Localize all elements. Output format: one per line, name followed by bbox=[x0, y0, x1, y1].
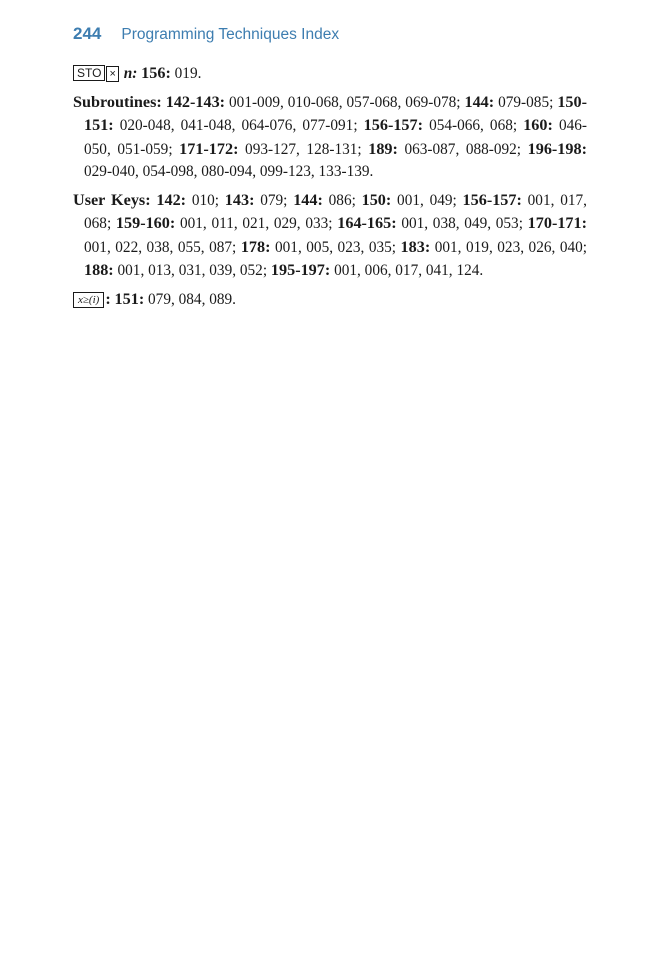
page-ref: 183: bbox=[400, 237, 431, 256]
line-refs: 079; bbox=[260, 191, 288, 209]
page-ref: 189: bbox=[368, 139, 398, 158]
page-ref: 178: bbox=[240, 237, 271, 256]
multiply-key-icon: × bbox=[106, 66, 118, 82]
line-refs: 020-048, 041-048, 064-076, 077-091; bbox=[119, 117, 358, 134]
entry-colon: : bbox=[105, 289, 111, 308]
page-title: Programming Techniques Index bbox=[121, 26, 340, 43]
page-ref: 164-165: bbox=[337, 214, 397, 232]
line-refs: 079, 084, 089. bbox=[148, 290, 236, 308]
line-refs: 001, 049; bbox=[397, 191, 457, 209]
line-refs: 001, 022, 038, 055, 087; bbox=[84, 238, 237, 256]
entry-variable: n: bbox=[123, 65, 138, 82]
line-refs: 029-040, 054-098, 080-094, 099-123, 133-139. bbox=[84, 163, 374, 180]
line-refs: 001, 006, 017, 041, 124. bbox=[334, 262, 484, 279]
page-ref: 144: bbox=[464, 92, 495, 111]
line-refs: 019. bbox=[174, 65, 202, 82]
page-ref: 151: bbox=[114, 289, 145, 308]
index-entry-sto bbox=[73, 62, 587, 86]
line-refs: 001, 038, 049, 053; bbox=[401, 215, 523, 232]
page-ref: 156-157: bbox=[462, 190, 522, 209]
page-ref: 150-151: bbox=[84, 92, 587, 134]
line-refs: 010; bbox=[191, 191, 220, 209]
page-ref: 170-171: bbox=[527, 214, 588, 232]
page-ref: 150: bbox=[361, 190, 392, 209]
entry-term: Subroutines: bbox=[73, 92, 162, 111]
line-refs: 086; bbox=[328, 191, 356, 209]
line-refs: 001-009, 010-068, 057-068, 069-078; bbox=[229, 93, 461, 111]
index-entry-user-keys bbox=[73, 189, 587, 283]
page-header bbox=[73, 24, 339, 44]
index-entry-subroutines bbox=[73, 91, 587, 184]
line-refs: 001, 013, 031, 039, 052; bbox=[117, 262, 268, 279]
page-ref: 160: bbox=[523, 116, 553, 134]
page-ref: 144: bbox=[293, 190, 323, 209]
page-ref: 156: bbox=[141, 64, 171, 82]
page-ref: 195-197: bbox=[270, 261, 331, 279]
line-refs: 001, 017, 068; bbox=[84, 191, 587, 232]
page-ref: 142: bbox=[156, 190, 187, 209]
page-ref: 188: bbox=[84, 261, 114, 279]
page-ref: 196-198: bbox=[527, 139, 587, 158]
page-ref: 159-160: bbox=[115, 214, 176, 232]
page-number: 244 bbox=[73, 24, 102, 43]
entry-term: User Keys: bbox=[73, 190, 151, 209]
sto-key-icon: STO bbox=[73, 65, 105, 81]
page-ref: 142-143: bbox=[165, 92, 226, 111]
page-ref: 143: bbox=[224, 190, 255, 209]
line-refs: 079-085; bbox=[498, 93, 554, 111]
index-entry-x-ge-i bbox=[73, 288, 587, 312]
line-refs: 046-050, 051-059; bbox=[84, 117, 587, 158]
line-refs: 054-066, 068; bbox=[429, 117, 518, 134]
x-ge-i-key-icon: x≥(i) bbox=[73, 292, 104, 308]
line-refs: 001, 019, 023, 026, 040; bbox=[434, 238, 588, 256]
index-content bbox=[73, 62, 587, 316]
line-refs: 093-127, 128-131; bbox=[245, 140, 362, 158]
line-refs: 001, 005, 023, 035; bbox=[275, 238, 397, 256]
line-refs: 063-087, 088-092; bbox=[404, 140, 522, 158]
page-ref: 171-172: bbox=[179, 139, 239, 158]
line-refs: 001, 011, 021, 029, 033; bbox=[179, 215, 333, 232]
page-ref: 156-157: bbox=[363, 116, 423, 134]
